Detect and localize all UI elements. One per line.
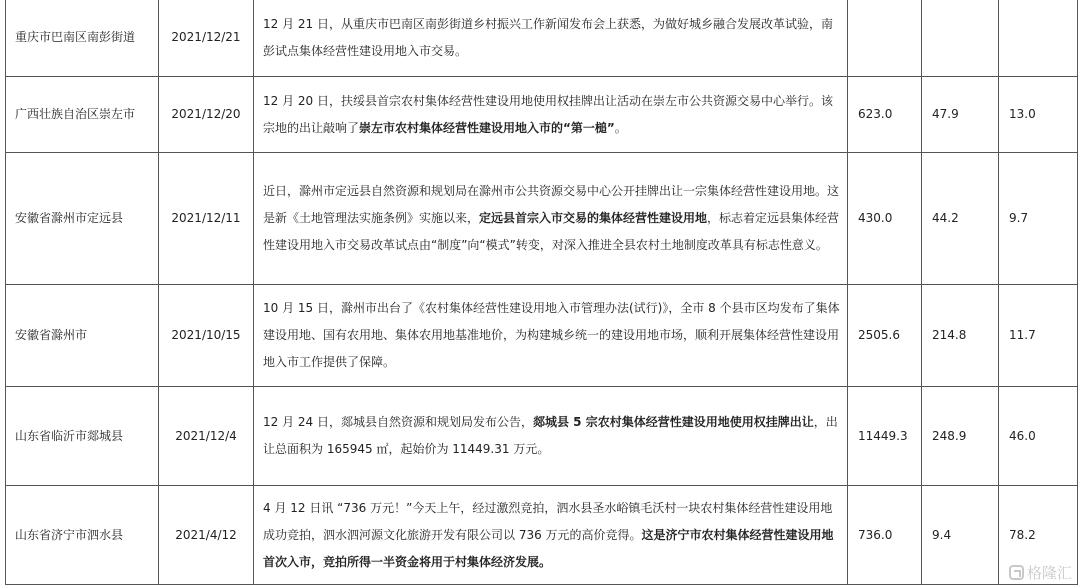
date-cell: 2021/12/20	[159, 77, 254, 153]
description-cell	[254, 285, 848, 387]
description-text: 近日，滁州市定远县自然资源和规划局在滁州市公共资源交易中心公开挂牌出让一宗集体经营性建设用地。这是新《土地管理法实施条例》实施以来，	[263, 184, 840, 225]
table-row	[6, 153, 1078, 285]
date-cell: 2021/12/21	[159, 0, 254, 77]
region-cell: 山东省临沂市郯城县	[6, 387, 159, 486]
value-1-cell: 736.0	[848, 486, 922, 585]
description-text: 12 月 21 日，从重庆市巴南区南彭街道乡村振兴工作新闻发布会上获悉，为做好城乡融合发展改革试验，南彭试点集体经营性建设用地入市交易。	[263, 16, 833, 58]
value-3-cell: 11.7	[999, 285, 1078, 387]
value-3-cell: 46.0	[999, 387, 1078, 486]
description-cell	[254, 486, 848, 585]
description-text: 10 月 15 日，滁州市出台了《农村集体经营性建设用地入市管理办法(试行)》，全市 8 个县市区均发布了集体建设用地、国有农用地、集体农用地基准地价，为构建城乡统一的建设用地市场，顺利开展集体经营性建设用地入市工作提供了保障。	[263, 301, 840, 369]
value-2-cell: 44.2	[922, 153, 999, 285]
description-highlight: 定远县首宗入市交易的集体经营性建设用地	[479, 211, 708, 225]
description-text: 12 月 20 日，扶绥县首宗农村集体经营性建设用地使用权挂牌出让活动在崇左市公共资源交易中心举行。该宗地的出让敲响了	[263, 93, 833, 135]
watermark-text: 格隆汇	[1026, 564, 1072, 582]
description-cell	[254, 0, 848, 77]
table-row	[6, 285, 1078, 387]
description-text: ，标志着定远县集体经营性建设用地入市交易改革试点由“制度”向“模式”转变，对深入推进全县农村土地制度改革具有标志性意义。	[263, 211, 840, 252]
value-3-cell: 9.7	[999, 153, 1078, 285]
value-1-cell	[848, 0, 922, 77]
table-row	[6, 0, 1078, 77]
region-cell: 安徽省滁州市定远县	[6, 153, 159, 285]
table-row	[6, 387, 1078, 486]
date-cell: 2021/12/11	[159, 153, 254, 285]
date-cell: 2021/12/4	[159, 387, 254, 486]
description-highlight: 郯城县 5 宗农村集体经营性建设用地使用权挂牌出让	[532, 415, 814, 429]
logo-icon	[1009, 565, 1024, 580]
region-cell: 安徽省滁州市	[6, 285, 159, 387]
region-cell: 重庆市巴南区南彭街道	[6, 0, 159, 77]
value-1-cell: 2505.6	[848, 285, 922, 387]
value-2-cell: 248.9	[922, 387, 999, 486]
date-cell: 2021/4/12	[159, 486, 254, 585]
table-row	[6, 77, 1078, 153]
description-text: 4 月 12 日讯 “736 万元！”今天上午，经过激烈竞拍，泗水县圣水峪镇毛沃村一块农村集体经营性建设用地成功竞拍，泗水泗河源文化旅游开发有限公司以 736 万元的高价竞得。	[263, 500, 833, 542]
value-1-cell: 623.0	[848, 77, 922, 153]
description-cell	[254, 387, 848, 486]
description-highlight: 崇左市农村集体经营性建设用地入市的“第一槌”	[359, 120, 615, 135]
value-2-cell: 9.4	[922, 486, 999, 585]
land-transaction-table	[5, 0, 1078, 585]
value-3-cell: 78.2	[999, 486, 1078, 585]
value-2-cell: 214.8	[922, 285, 999, 387]
description-cell	[254, 77, 848, 153]
region-cell: 山东省济宁市泗水县	[6, 486, 159, 585]
description-cell	[254, 153, 848, 285]
value-1-cell: 11449.3	[848, 387, 922, 486]
description-text: 。	[614, 120, 627, 135]
value-2-cell: 47.9	[922, 77, 999, 153]
table-row	[6, 486, 1078, 585]
value-3-cell: 13.0	[999, 77, 1078, 153]
watermark	[1009, 562, 1072, 583]
value-3-cell	[999, 0, 1078, 77]
description-highlight: 这是济宁市农村集体经营性建设用地首次入市，竞拍所得一半资金将用于村集体经济发展。	[263, 527, 834, 569]
region-cell: 广西壮族自治区崇左市	[6, 77, 159, 153]
description-text: ，出让总面积为 165945 ㎡，起始价为 11449.31 万元。	[263, 415, 838, 456]
date-cell: 2021/10/15	[159, 285, 254, 387]
value-2-cell	[922, 0, 999, 77]
value-1-cell: 430.0	[848, 153, 922, 285]
description-text: 12 月 24 日，郯城县自然资源和规划局发布公告，	[263, 415, 533, 429]
